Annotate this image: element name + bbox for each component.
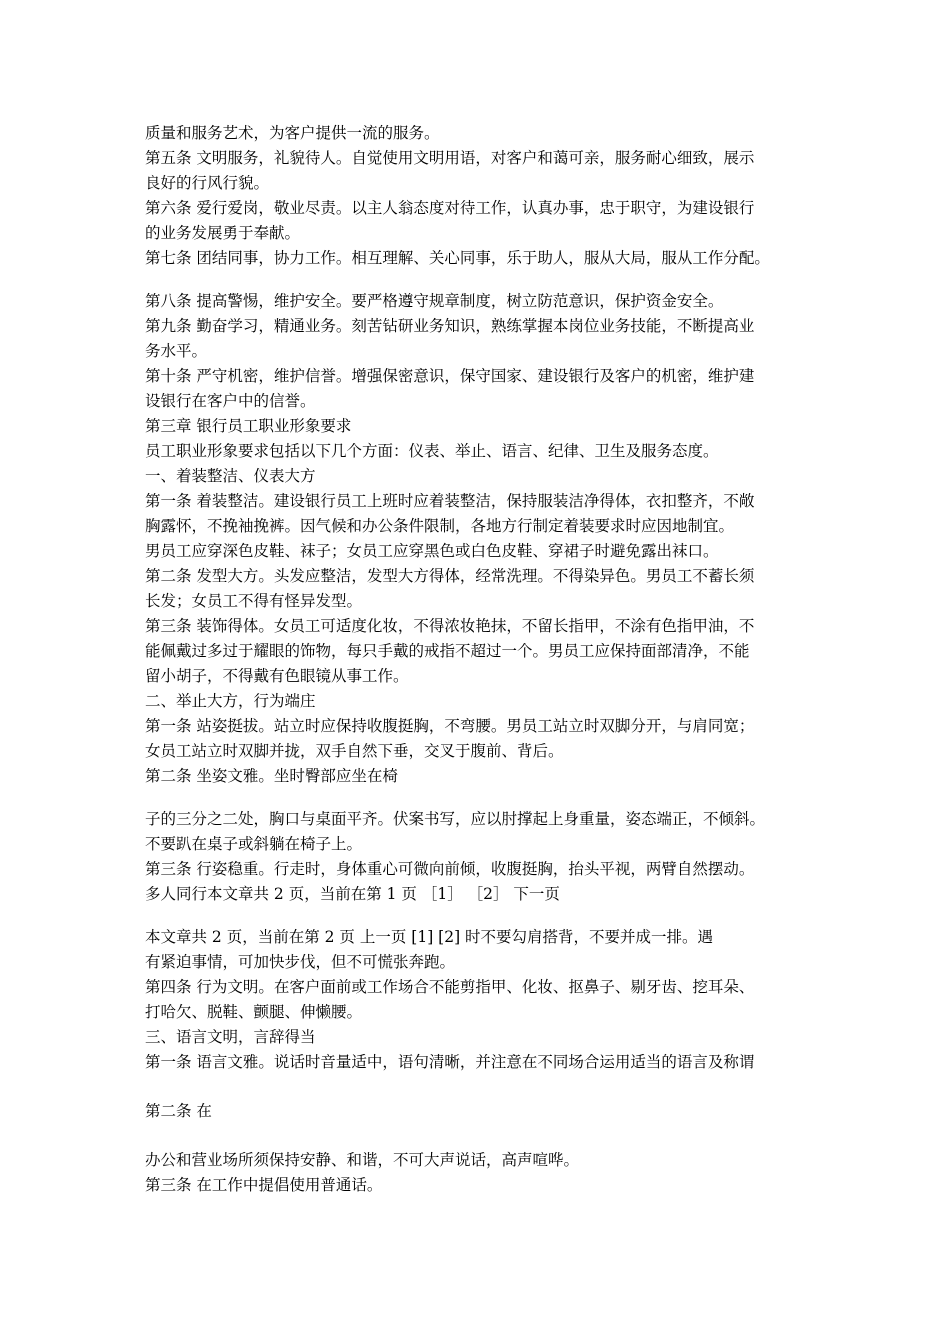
text-line: 员工职业形象要求包括以下几个方面：仪表、举止、语言、纪律、卫生及服务态度。 [145, 442, 719, 460]
text-block-5 [145, 1099, 825, 1124]
pagination-line[interactable]: 本文章共 2 页，当前在第 2 页 上一页 [1] [2] 时不要勾肩搭背，不要并成一排。遇 [145, 928, 714, 946]
text-block-2 [145, 289, 825, 789]
text-line: 长发；女员工不得有怪异发型。 [145, 592, 363, 610]
text-line: 办公和营业场所须保持安静、和谐，不可大声说话，高声喧哗。 [145, 1151, 580, 1169]
text-line: 胸露怀，不挽袖挽裤。因气候和办公条件限制，各地方行制定着装要求时应因地制宜。 [145, 517, 735, 535]
paragraph-gap [145, 271, 825, 289]
text-line: 女员工站立时双脚并拢，双手自然下垂，交叉于腹前、背后。 [145, 742, 564, 760]
text-line: 第二条 发型大方。头发应整洁，发型大方得体，经常洗理。不得染异色。男员工不蓄长须 [145, 567, 755, 585]
paragraph-gap [145, 1124, 825, 1148]
text-line: 留小胡子，不得戴有色眼镜从事工作。 [145, 667, 409, 685]
section-heading: 三、语言文明，言辞得当 [145, 1028, 316, 1046]
text-line: 第十条 严守机密，维护信誉。增强保密意识，保守国家、建设银行及客户的机密，维护建 [145, 367, 755, 385]
text-block-6 [145, 1148, 825, 1198]
text-line: 第四条 行为文明。在客户面前或工作场合不能剪指甲、化妆、抠鼻子、剔牙齿、挖耳朵、 [145, 978, 755, 996]
text-line: 不要趴在桌子或斜躺在椅子上。 [145, 835, 363, 853]
text-line: 第二条 在 [145, 1102, 212, 1120]
text-line: 务水平。 [145, 342, 208, 360]
section-heading: 一、着装整洁、仪表大方 [145, 467, 316, 485]
text-line: 第六条 爱行爱岗，敬业尽责。以主人翁态度对待工作，认真办事，忠于职守，为建设银行 [145, 199, 755, 217]
text-line: 打哈欠、脱鞋、颤腿、伸懒腰。 [145, 1003, 363, 1021]
text-line: 第一条 语言文雅。说话时音量适中，语句清晰，并注意在不同场合运用适当的语言及称谓 [145, 1053, 755, 1071]
text-block-1 [145, 121, 825, 271]
text-line: 第三条 行姿稳重。行走时，身体重心可微向前倾，收腹挺胸，抬头平视，两臂自然摆动。 [145, 860, 755, 878]
text-line: 良好的行风行貌。 [145, 174, 270, 192]
chapter-heading: 第三章 银行员工职业形象要求 [145, 417, 352, 435]
document-body [145, 121, 825, 1198]
text-line: 有紧迫事情，可加快步伐，但不可慌张奔跑。 [145, 953, 456, 971]
text-line: 第九条 勤奋学习，精通业务。刻苦钻研业务知识，熟练掌握本岗位业务技能，不断提高业 [145, 317, 755, 335]
paragraph-gap [145, 907, 825, 925]
paragraph-gap [145, 789, 825, 807]
pagination-line[interactable]: 多人同行本文章共 2 页，当前在第 1 页 ［1］ ［2］ 下一页 [145, 885, 560, 903]
text-line: 第三条 在工作中提倡使用普通话。 [145, 1176, 383, 1194]
text-line: 第八条 提高警惕，维护安全。要严格遵守规章制度，树立防范意识，保护资金安全。 [145, 292, 724, 310]
text-line: 第七条 团结同事，协力工作。相互理解、关心同事，乐于助人，服从大局，服从工作分配。 [145, 249, 770, 267]
text-line: 质量和服务艺术，为客户提供一流的服务。 [145, 124, 440, 142]
text-line: 的业务发展勇于奉献。 [145, 224, 301, 242]
text-line: 第一条 着装整洁。建设银行员工上班时应着装整洁，保持服装洁净得体，衣扣整齐，不敞 [145, 492, 755, 510]
section-heading: 二、举止大方，行为端庄 [145, 692, 316, 710]
text-block-4 [145, 925, 825, 1075]
paragraph-gap [145, 1075, 825, 1099]
text-line: 能佩戴过多过于耀眼的饰物，每只手戴的戒指不超过一个。男员工应保持面部清净，不能 [145, 642, 750, 660]
text-line: 第五条 文明服务，礼貌待人。自觉使用文明用语，对客户和蔼可亲，服务耐心细致，展示 [145, 149, 755, 167]
text-line: 第二条 坐姿文雅。坐时臀部应坐在椅 [145, 767, 398, 785]
text-line: 男员工应穿深色皮鞋、袜子；女员工应穿黑色或白色皮鞋、穿裙子时避免露出袜口。 [145, 542, 719, 560]
text-block-3 [145, 807, 825, 907]
text-line: 设银行在客户中的信誉。 [145, 392, 316, 410]
text-line: 第三条 装饰得体。女员工可适度化妆，不得浓妆艳抹，不留长指甲，不涂有色指甲油，不 [145, 617, 755, 635]
text-line: 第一条 站姿挺拔。站立时应保持收腹挺胸，不弯腰。男员工站立时双脚分开，与肩同宽； [145, 717, 755, 735]
text-line: 子的三分之二处，胸口与桌面平齐。伏案书写，应以肘撑起上身重量，姿态端正，不倾斜。 [145, 810, 766, 828]
